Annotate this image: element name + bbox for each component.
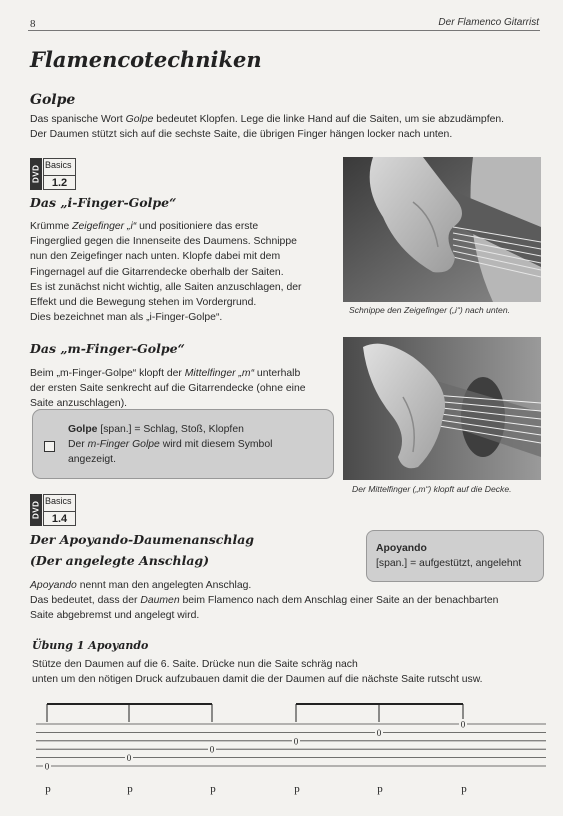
tab-fret-number: 0 <box>126 753 132 764</box>
m-finger-caption: Der Mittelfinger („m“) klopft auf die Decke. <box>352 484 512 494</box>
tab-finger-label: p <box>461 783 467 795</box>
i-finger-photo <box>343 157 541 302</box>
m-finger-heading: Das „m-Finger-Golpe“ <box>30 341 185 356</box>
header-rule <box>28 30 540 31</box>
golpe-info-box: Golpe [span.] = Schlag, Stoß, Klopfen Der m-Finger Golpe wird mit diesem Symbol angezeigt. <box>32 409 334 479</box>
tab-fret-number: 0 <box>44 761 50 772</box>
tablature <box>36 700 546 800</box>
tab-finger-label: p <box>45 783 51 795</box>
golpe-symbol-checkbox <box>44 441 55 452</box>
golpe-intro: Das spanische Wort Golpe bedeutet Klopfen. Lege die linke Hand auf die Saiten, um sie abzudämpfen. Der Daumen stützt sich auf die sechste Saite, die übrigen Finger hängen locker nach unten. <box>30 114 505 141</box>
apoyando-text: Apoyando nennt man den angelegten Anschlag. Das bedeutet, dass der Daumen beim Flamenco nach dem Anschlag einer Saite an der benachbarten Saite abgebremst und angelegt wird. <box>30 580 499 622</box>
i-finger-text: Krümme Zeigefinger „i“ und positioniere das erste Fingerglied gegen die Innenseite des Daumens. Schnippe nun den Zeigefinger nach unten. Klopfe dabei mit dem Fingernagel auf die Gitarrendecke oberhalb der Saiten. Es ist zunächst nicht wichtig, alle Saiten anzuschlagen, der Effekt und die Bewegung stehen im Vordergrund. Dies bezeichnet man als „i-Finger-Golpe“. <box>30 221 302 324</box>
dvd-badge: DVD Basics 1.2 <box>30 158 76 190</box>
i-finger-caption: Schnippe den Zeigefinger („i“) nach unten. <box>349 305 510 315</box>
i-finger-heading: Das „i-Finger-Golpe“ <box>30 195 177 210</box>
m-finger-photo <box>343 337 541 480</box>
golpe-heading: Golpe <box>30 92 76 108</box>
apoyando-info-box: Apoyando [span.] = aufgestützt, angelehnt <box>366 530 544 582</box>
page-title: Flamencotechniken <box>30 47 262 72</box>
tab-finger-label: p <box>294 783 300 795</box>
tab-fret-number: 0 <box>376 727 382 738</box>
exercise-heading: Übung 1 Apoyando <box>32 639 149 652</box>
exercise-text: Stütze den Daumen auf die 6. Saite. Drücke nun die Saite schräg nach unten um den nötigen Druck aufzubauen damit die der Daumen auf die nächste Saite rutscht usw. <box>32 659 483 686</box>
dvd-badge: DVD Basics 1.4 <box>30 494 76 526</box>
apoyando-heading: Der Apoyando-Daumenanschlag <box>30 532 255 547</box>
page-number: 8 <box>30 18 36 30</box>
tab-finger-label: p <box>127 783 133 795</box>
book-title: Der Flamenco Gitarrist <box>438 17 539 28</box>
tab-fret-number: 0 <box>209 744 215 755</box>
tab-fret-number: 0 <box>460 719 466 730</box>
tab-fret-number: 0 <box>293 736 299 747</box>
apoyando-subheading: (Der angelegte Anschlag) <box>30 553 210 568</box>
tab-finger-label: p <box>377 783 383 795</box>
m-finger-text: Beim „m-Finger-Golpe“ klopft der Mittelfinger „m“ unterhalb der ersten Saite senkrecht auf die Gitarrendecke (ohne eine Saite anzuschlagen). <box>30 368 306 410</box>
tab-finger-label: p <box>210 783 216 795</box>
